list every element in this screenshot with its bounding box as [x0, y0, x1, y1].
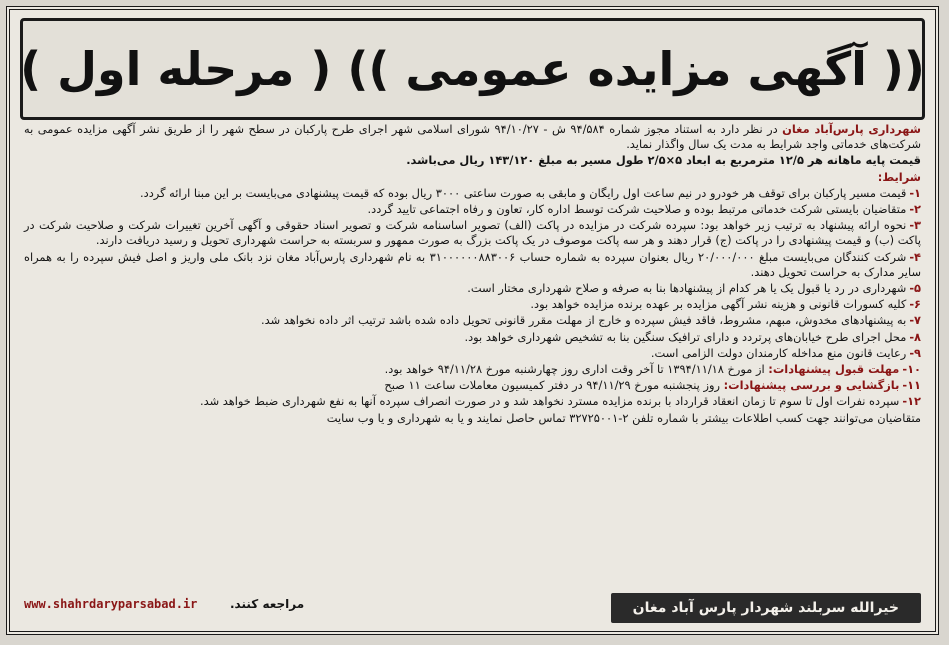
contact-paragraph — [24, 411, 921, 426]
title-frame — [20, 18, 925, 120]
condition-item — [24, 313, 921, 328]
condition-number: ۶- — [909, 297, 921, 312]
condition-number: ۲- — [909, 202, 921, 217]
notice-body — [24, 122, 921, 587]
condition-item — [24, 378, 921, 393]
base-price: قیمت پایه ماهانه هر ۱۲/۵ مترمربع به ابعاد ۵×۲/۵ طول مسیر به مبلغ ۱۴۳/۱۲۰ ریال می‌باشد. — [406, 153, 921, 168]
condition-text: قیمت مسیر پارکبان برای توقف هر خودرو در نیم ساعت اول رایگان و مابقی به صورت ساعتی ۳۰۰۰ ریال بوده که قیمت پیشنهادی می‌بایست بر این مبنا ارائه گردد. — [140, 185, 907, 200]
condition-item — [24, 362, 921, 377]
condition-text: شرکت کنندگان می‌بایست مبلغ ۲۰/۰۰۰/۰۰۰ ریال بعنوان سپرده به شماره حساب ۳۱۰۰۰۰۰۰۸۸۳۰۰۶ به نام شهرداری پارس‌آباد مغان نزد بانک ملی واریز و اصل فیش سپرده را به همراه سایر مدارک به حراست تحویل دهند. — [24, 249, 921, 279]
page-title: (( آگهی مزایده عمومی )) ( مرحله اول ) — [20, 42, 925, 96]
condition-number: ۱- — [909, 185, 921, 200]
condition-number: ۸- — [909, 329, 921, 344]
condition-text: کلیه کسورات قانونی و هزینه نشر آگهی مزایده بر عهده برنده مزایده خواهد بود. — [530, 297, 907, 312]
condition-number: ۹- — [909, 345, 921, 360]
condition-text: به پیشنهادهای مخدوش، مبهم، مشروط، فاقد فیش سپرده و خارج از مهلت مقرر قانونی تحویل داده شده باشد ترتیب اثر داده نخواهد شد. — [261, 313, 907, 328]
condition-item — [24, 346, 921, 361]
condition-item — [24, 186, 921, 201]
condition-number: ۱۱- — [902, 378, 921, 393]
contact-text: متقاضیان می‌توانند جهت کسب اطلاعات بیشتر با شماره تلفن ۲-۳۲۷۲۵۰۰۱ تماس حاصل نمایند و یا به شهرداری و یا وب سایت — [326, 410, 921, 425]
condition-item — [24, 281, 921, 296]
condition-number: ۱۰- — [902, 362, 921, 377]
condition-text: از مورخ ۱۳۹۴/۱۱/۱۸ تا آخر وقت اداری روز چهارشنبه مورخ ۹۴/۱۱/۲۸ خواهد بود. — [384, 362, 769, 377]
condition-text: محل اجرای طرح خیابان‌های پرتردد و دارای ترافیک سنگین بنا به تشخیص شهرداری خواهد بود. — [464, 329, 907, 344]
condition-item — [24, 202, 921, 217]
condition-item — [24, 330, 921, 345]
condition-number: ۴- — [909, 249, 921, 264]
condition-number: ۳- — [909, 218, 921, 233]
footer — [18, 591, 927, 625]
condition-item — [24, 394, 921, 409]
conditions-list — [24, 186, 921, 410]
condition-item — [24, 218, 921, 248]
condition-item — [24, 250, 921, 280]
intro-paragraph — [24, 122, 921, 152]
notice — [6, 6, 939, 635]
condition-text: روز پنجشنبه مورخ ۹۴/۱۱/۲۹ در دفتر کمیسیون معاملات ساعت ۱۱ صبح — [384, 378, 724, 393]
condition-item — [24, 297, 921, 312]
condition-number: ۵- — [909, 281, 921, 296]
org-name: شهرداری پارس‌آباد مغان — [782, 122, 921, 136]
conditions-heading: شرایط: — [877, 169, 921, 184]
website-tail: مراجعه کنند. — [230, 597, 305, 611]
condition-number: ۷- — [909, 313, 921, 328]
condition-number: ۱۲- — [902, 394, 921, 409]
condition-text: رعایت قانون منع مداخله کارمندان دولت الزامی است. — [650, 345, 907, 360]
condition-label: مهلت قبول پیشنهادات: — [768, 362, 900, 377]
condition-text: شهرداری در رد یا قبول یک یا هر کدام از پیشنهادها بنا به صرفه و صلاح شهرداری مختار است. — [467, 281, 907, 296]
condition-text: نحوه ارائه پیشنهاد به ترتیب زیر خواهد بود: سپرده شرکت در مزایده در پاکت (الف) تصویر اساسنامه شرکت و تصویر اسناد حقوقی و آگهی آخرین تغییرات شرکت و صلاحیت شرکت در پاکت (ب) و قیمت پیشنهادی را در پاکت (ج) قرار دهند و هر سه پاکت موصوف در یک پاکت بزرگ به صورت ممهور و سربسته به حراست شهرداری تحویل و رسید دریافت دارند. — [24, 218, 921, 248]
condition-label: بازگشایی و بررسی پیشنهادات: — [723, 378, 900, 393]
condition-text: سپرده نفرات اول تا سوم تا زمان انعقاد قرارداد با برنده مزایده مسترد نخواهد شد و در صورت انصراف سپرده آنها به نفع شهرداری ضبط خواهد شد. — [199, 394, 900, 409]
intro-text: در نظر دارد به استناد مجوز شماره ۹۴/۵۸۴ ش - ۹۴/۱۰/۲۷ شورای اسلامی شهر اجرای طرح پارکبان در سطح شهر را از طریق نشر آگهی مزایده عمومی به شرکت‌های خدماتی واجد شرایط به مدت یک سال واگذار نماید. — [24, 122, 921, 152]
signature-banner: خیرالله سربلند شهردار پارس آباد مغان — [611, 593, 921, 623]
website-link[interactable]: www.shahrdaryparsabad.ir — [24, 597, 198, 611]
condition-text: متقاضیان بایستی شرکت خدماتی مرتبط بوده و صلاحیت شرکت توسط اداره کار، تعاون و رفاه اجتماعی تایید گردد. — [367, 202, 907, 217]
